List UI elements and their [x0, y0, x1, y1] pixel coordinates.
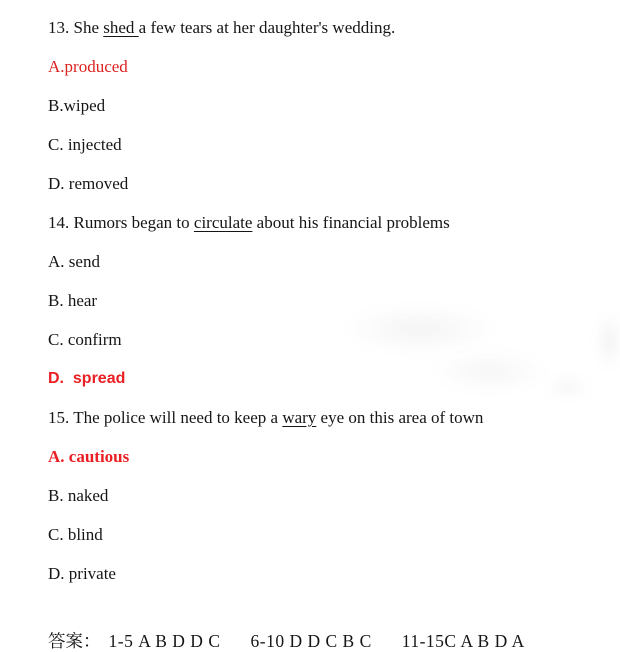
question-15-stem — [48, 398, 610, 437]
question-14-stem — [48, 203, 610, 242]
question-13-underlined-word: shed — [103, 18, 139, 37]
question-14-option-c: C. confirm — [48, 330, 122, 349]
question-13-text-pre: She — [69, 18, 104, 37]
question-15-option-b: B. naked — [48, 486, 109, 505]
question-14-option-b: B. hear — [48, 291, 98, 310]
question-13-option-a: A.produced — [48, 57, 128, 76]
question-13-option-b: B.wiped — [48, 96, 106, 115]
answer-key-group-6-10: 6-10 D D C B C — [250, 631, 372, 651]
question-15-option-d: D. private — [48, 564, 116, 583]
question-15-option-a: A. cautious — [48, 447, 130, 466]
question-13-option-d: D. removed — [48, 174, 129, 193]
question-14-option-a: A. send — [48, 252, 100, 271]
answer-key-prefix: 答案： — [48, 631, 101, 651]
question-14-underlined-word: circulate — [193, 213, 253, 232]
answer-key-group-1-5: 1-5 A B D D C — [108, 631, 221, 651]
question-13-number: 13. — [48, 18, 70, 37]
question-15-underlined-word: wary — [282, 408, 317, 427]
answer-key-group-11-15: 11-15C A B D A — [401, 631, 525, 651]
question-13-option-c: C. injected — [48, 135, 122, 154]
question-15-option-c: C. blind — [48, 525, 103, 544]
question-15-text-post: eye on this area of town — [316, 408, 484, 427]
question-13-text-post: a few tears at her daughter's wedding. — [138, 18, 396, 37]
question-13-stem — [48, 8, 610, 47]
question-14-text-pre: Rumors began to — [69, 213, 194, 232]
question-14-option-d: D. spread — [48, 370, 126, 387]
question-15-text-pre: The police will need to keep a — [69, 408, 283, 427]
question-15-number: 15. — [48, 408, 70, 427]
answer-key-line — [48, 628, 610, 652]
question-14-text-post: about his financial problems — [252, 213, 450, 232]
question-14-number: 14. — [48, 213, 70, 232]
